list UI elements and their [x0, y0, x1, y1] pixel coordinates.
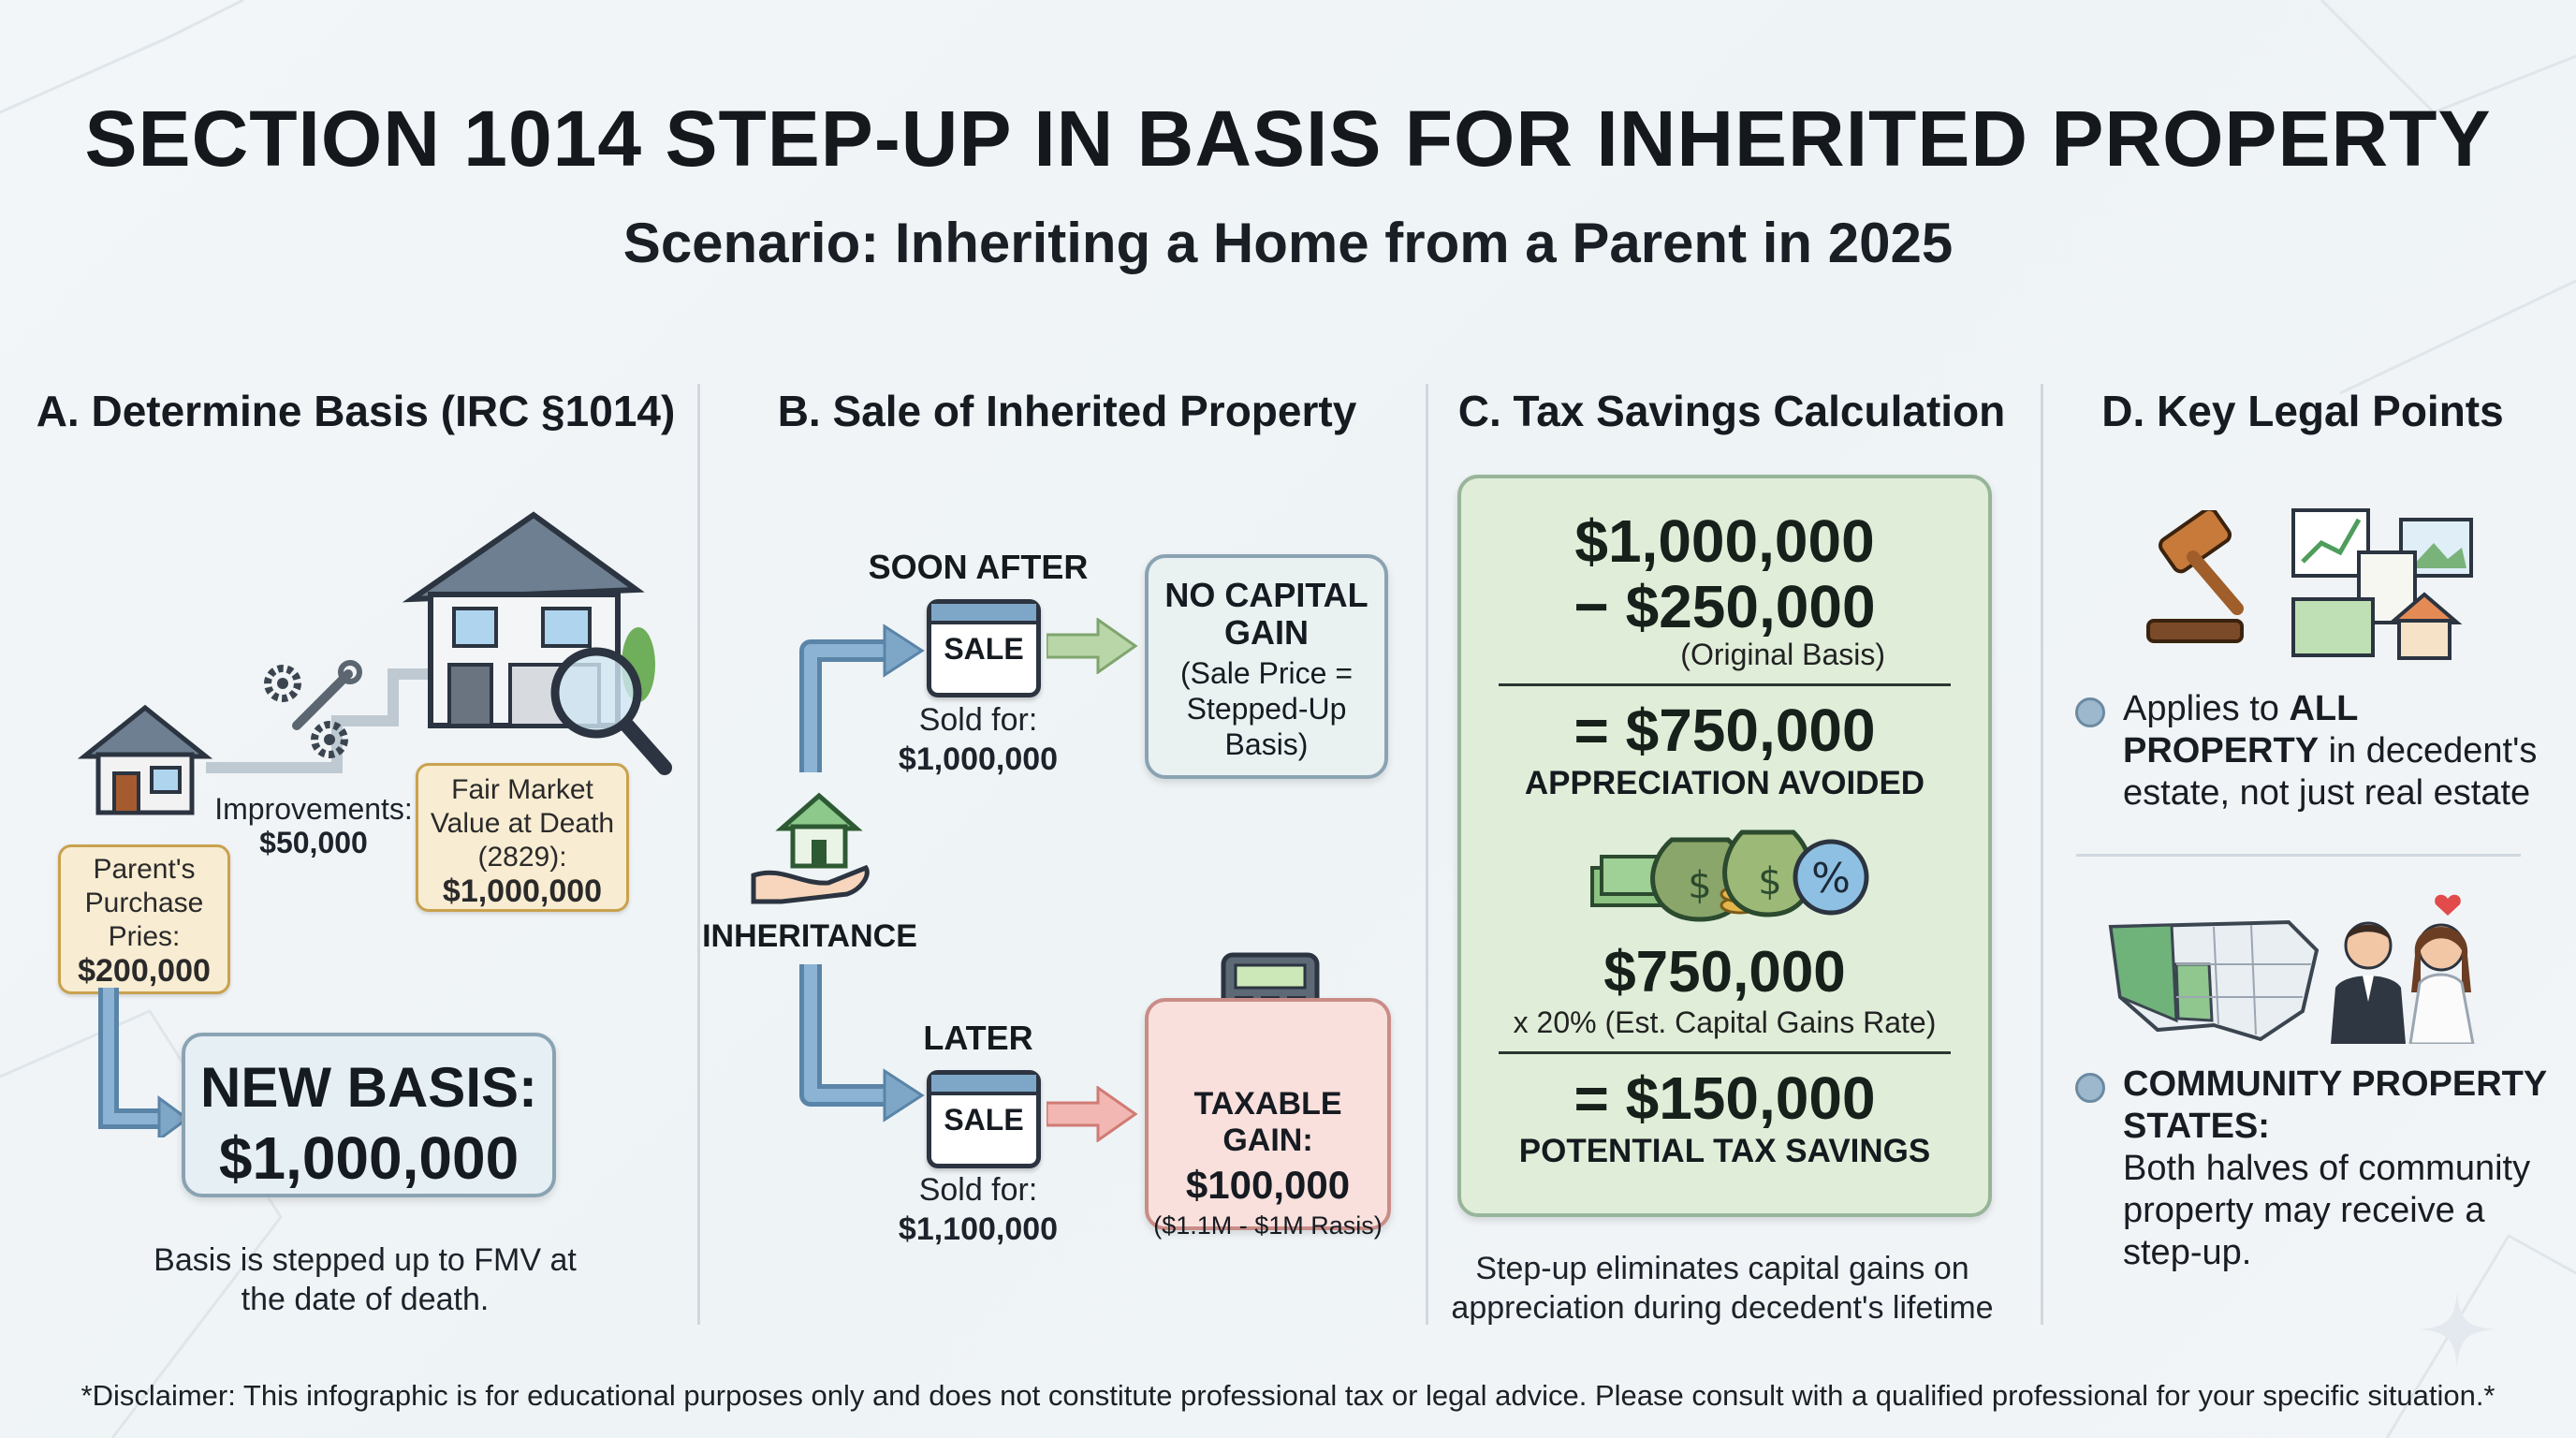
point1-prefix: Applies to — [2123, 689, 2290, 728]
tools-icon — [255, 655, 367, 768]
tax-savings-box — [1457, 475, 1992, 1217]
calc-line5-label: POTENTIAL TAX SAVINGS — [1518, 1133, 1931, 1169]
assets-documents-icon — [2289, 501, 2476, 674]
sale-calendar-icon-later — [927, 1070, 1041, 1168]
no-gain-title: NO CAPITAL GAIN — [1164, 576, 1368, 652]
point2-rest: Both halves of community property may receive a step-up. — [2123, 1149, 2531, 1272]
section-c-note: Step-up eliminates capital gains on appreciation during decedent's lifetime — [1451, 1251, 1994, 1326]
fmv-note — [416, 763, 629, 912]
taxable-value: $100,000 — [1185, 1163, 1351, 1207]
purchase-price-note — [58, 844, 230, 994]
section-d-heading: D. Key Legal Points — [2101, 387, 2504, 435]
money-bags-icon — [1461, 812, 1988, 933]
point2-bold: COMMUNITY PROPERTY STATES: — [2123, 1064, 2547, 1146]
new-basis-value: $1,000,000 — [218, 1124, 520, 1192]
sparkle-icon — [2415, 1287, 2499, 1372]
calc-line4-note: x 20% (Est. Capital Gains Rate) — [1513, 1005, 1937, 1039]
improvements-label: Improvements: — [214, 792, 413, 826]
improvements-block — [211, 792, 417, 859]
later-label: LATER — [923, 1019, 1033, 1057]
sale-badge-later: SALE — [944, 1103, 1024, 1137]
point1-rest: in decedent's estate, not just real estate — [2123, 731, 2538, 813]
disclaimer: *Disclaimer: This infographic is for educational purposes only and does not constitute professional tax or legal advice. Please consult with a qualified professional for your specific situation.* — [80, 1379, 2496, 1412]
page-subtitle: Scenario: Inheriting a Home from a Parent in 2025 — [622, 212, 1954, 274]
inheritance-label: INHERITANCE — [702, 918, 917, 954]
fmv-value: $1,000,000 — [442, 873, 603, 909]
taxable-detail: ($1.1M - $1M Rasis) — [1153, 1211, 1383, 1240]
sale-calendar-icon-soon — [927, 599, 1041, 697]
later-sold-label: Sold for: — [918, 1172, 1038, 1208]
svg-text:$: $ — [1688, 864, 1712, 907]
calc-line2: − $250,000 — [1573, 573, 1876, 640]
soon-after-label: SOON AFTER — [868, 548, 1089, 586]
calc-line3: = $750,000 — [1573, 697, 1876, 764]
point1-bullet — [2075, 697, 2105, 727]
calc-line5: = $150,000 — [1573, 1064, 1876, 1132]
no-gain-detail: (Sale Price = Stepped-Up Basis) — [1179, 656, 1354, 761]
inheritance-hand-house-icon — [744, 782, 875, 913]
calc-line4: $750,000 — [1603, 940, 1846, 1005]
section-b-heading: B. Sale of Inherited Property — [777, 387, 1357, 435]
red-arrow-icon — [1046, 1086, 1138, 1142]
divider-ab — [697, 384, 700, 1325]
gavel-icon — [2111, 510, 2261, 651]
later-sold-block — [856, 1170, 1100, 1249]
section-a-note: Basis is stepped up to FMV at the date of death. — [154, 1242, 577, 1317]
later-sold-value: $1,100,000 — [898, 1211, 1059, 1247]
purchase-price-value: $200,000 — [78, 953, 211, 989]
section-c-heading: C. Tax Savings Calculation — [1457, 387, 2006, 435]
taxable-gain-box — [1145, 998, 1391, 1240]
purchase-price-label: Parent's Purchase Pries: — [84, 854, 204, 952]
soon-sold-label: Sold for: — [918, 702, 1038, 738]
svg-text:%: % — [1811, 855, 1851, 902]
section-d-separator — [2076, 854, 2521, 857]
fmv-label: Fair Market Value at Death (2829): — [430, 774, 615, 873]
divider-cd — [2041, 384, 2043, 1325]
green-arrow-icon — [1046, 618, 1138, 674]
sale-badge-soon: SALE — [944, 632, 1024, 666]
small-house-icon — [75, 700, 215, 817]
arrow-to-new-basis — [94, 988, 187, 1137]
couple-icon — [2321, 889, 2490, 1044]
no-capital-gain-box — [1145, 554, 1388, 779]
new-basis-box — [182, 1033, 556, 1197]
calc-divider-1 — [1499, 683, 1951, 686]
improvements-value: $50,000 — [259, 826, 368, 859]
soon-sold-block — [856, 700, 1100, 779]
divider-bc — [1426, 384, 1428, 1325]
section-a-heading: A. Determine Basis (IRC §1014) — [36, 387, 676, 435]
new-basis-label: NEW BASIS: — [200, 1056, 537, 1119]
calc-line2-note: (Original Basis) — [1680, 638, 1885, 671]
calc-line1: $1,000,000 — [1574, 507, 1875, 575]
calc-line3-label: APPRECIATION AVOIDED — [1524, 765, 1925, 801]
point1-bold: ALL PROPERTY — [2123, 689, 2358, 770]
point2-text — [2123, 1064, 2554, 1274]
page-title: SECTION 1014 STEP-UP IN BASIS FOR INHERITED PROPERTY — [84, 95, 2492, 183]
svg-text:$: $ — [1758, 860, 1782, 903]
soon-sold-value: $1,000,000 — [898, 741, 1059, 777]
us-map-icon — [2101, 908, 2326, 1049]
point2-bullet — [2075, 1073, 2105, 1103]
taxable-title: TAXABLE GAIN: — [1193, 1086, 1342, 1158]
point1-text — [2123, 688, 2544, 814]
calc-divider-2 — [1499, 1051, 1951, 1054]
